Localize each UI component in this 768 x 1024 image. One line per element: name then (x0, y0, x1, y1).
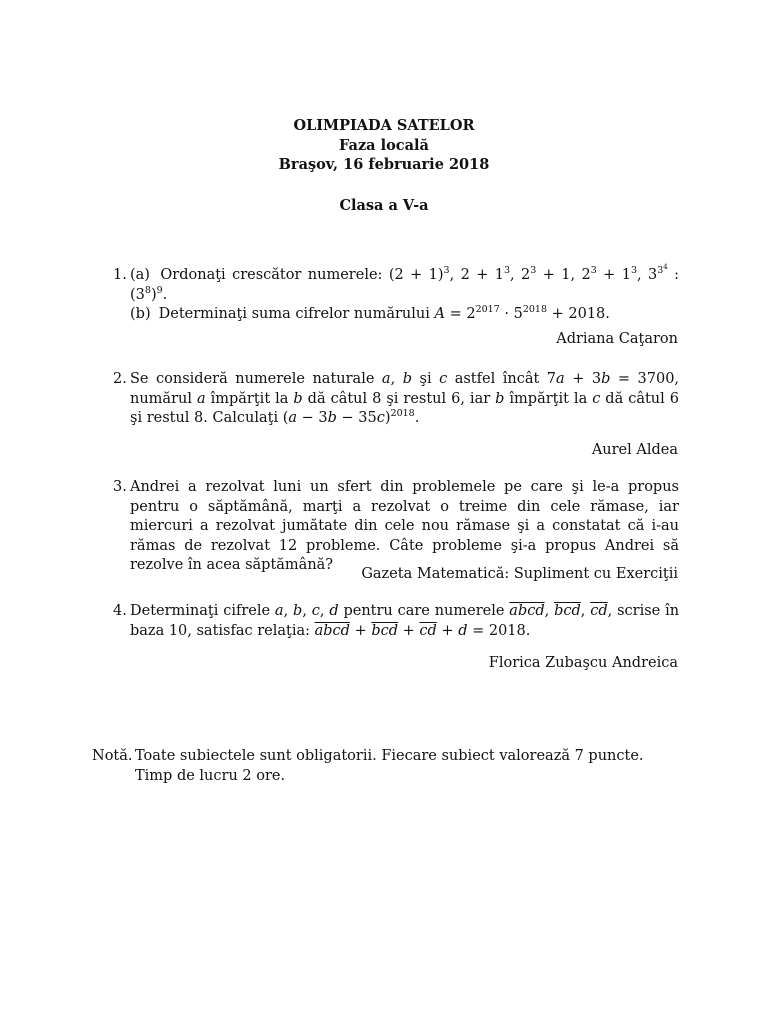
problem-number: 4. (113, 603, 127, 619)
olympiad-title: OLIMPIADA SATELOR (293, 117, 475, 134)
problem-number: 1. (113, 267, 127, 283)
math-expression: $A = 2^{2017} \cdot 5^{2018} + 2018$. (434, 304, 610, 322)
problem-number: 3. (113, 479, 127, 495)
problem-3 (113, 478, 679, 576)
problem-number: 2. (113, 371, 127, 387)
author-2: Aurel Aldea (591, 442, 678, 458)
problem-2-text: Se consideră numerele naturale a, b şi c astfel încât 7a + 3b = 3700, numărul a împărţit la b dă câtul 8 şi restul 6, iar b împărţit la c dă câtul 6 şi restul 8. Calculaţi $(a - 3b - 35c)^{2018}$. (130, 371, 680, 426)
problem-1-part-a (130, 263, 680, 305)
note-label: Notă. (92, 748, 133, 764)
problem-2 (113, 370, 679, 429)
part-text: Determinaţi suma cifrelor numărului (158, 306, 430, 322)
grade-title: Clasa a V-a (339, 197, 429, 214)
note-line-2: Timp de lucru 2 ore. (135, 767, 286, 784)
math-expression: $(2 + 1)^3$, $2 + 1^3$, $2^3 + 1$, $2^3 + 1^3$, $3^{3^4}$ : $(3^8)^9$. (130, 263, 680, 303)
author-1: Adriana Caţaron (556, 331, 678, 347)
exam-note (92, 747, 692, 786)
problem-3-text: Andrei a rezolvat luni un sfert din problemele pe care şi le-a propus pentru o săptămână, marţi a rezolvat o treime din cele rămase, iar miercuri a rezolvat jumătate din cele nou rămase şi a constatat că i-au rămas de rezolvat 12 probleme. Câte probleme şi-a propus Andrei să rezolve în acea săptămână? (130, 479, 679, 573)
phase-title: Faza locală (339, 136, 429, 154)
problem-4 (113, 602, 679, 641)
part-label: (a) (130, 267, 150, 283)
author-4: Florica Zubaşcu Andreica (488, 655, 678, 671)
problem-4-text: Determinaţi cifrele a, b, c, d pentru care numerele abcd, $\overline{bcd}$, $\overline{cd}$, scrise în baza 10, satisfac relaţia: abcd + $\overline{bcd} + \overline{cd} + d = 2018$. (130, 603, 680, 639)
location-date: Braşov, 16 februarie 2018 (278, 156, 490, 173)
author-3: Gazeta Matematică: Supliment cu Exerciţii (361, 566, 678, 582)
problem-1-part-b (130, 305, 679, 325)
part-text: Ordonaţi crescător numerele: (160, 267, 383, 283)
exam-header (0, 116, 768, 175)
part-label: (b) (130, 306, 151, 322)
problem-1 (113, 263, 680, 325)
note-line-1: Toate subiectele sunt obligatorii. Fiecare subiect valorează 7 puncte. (135, 748, 644, 764)
